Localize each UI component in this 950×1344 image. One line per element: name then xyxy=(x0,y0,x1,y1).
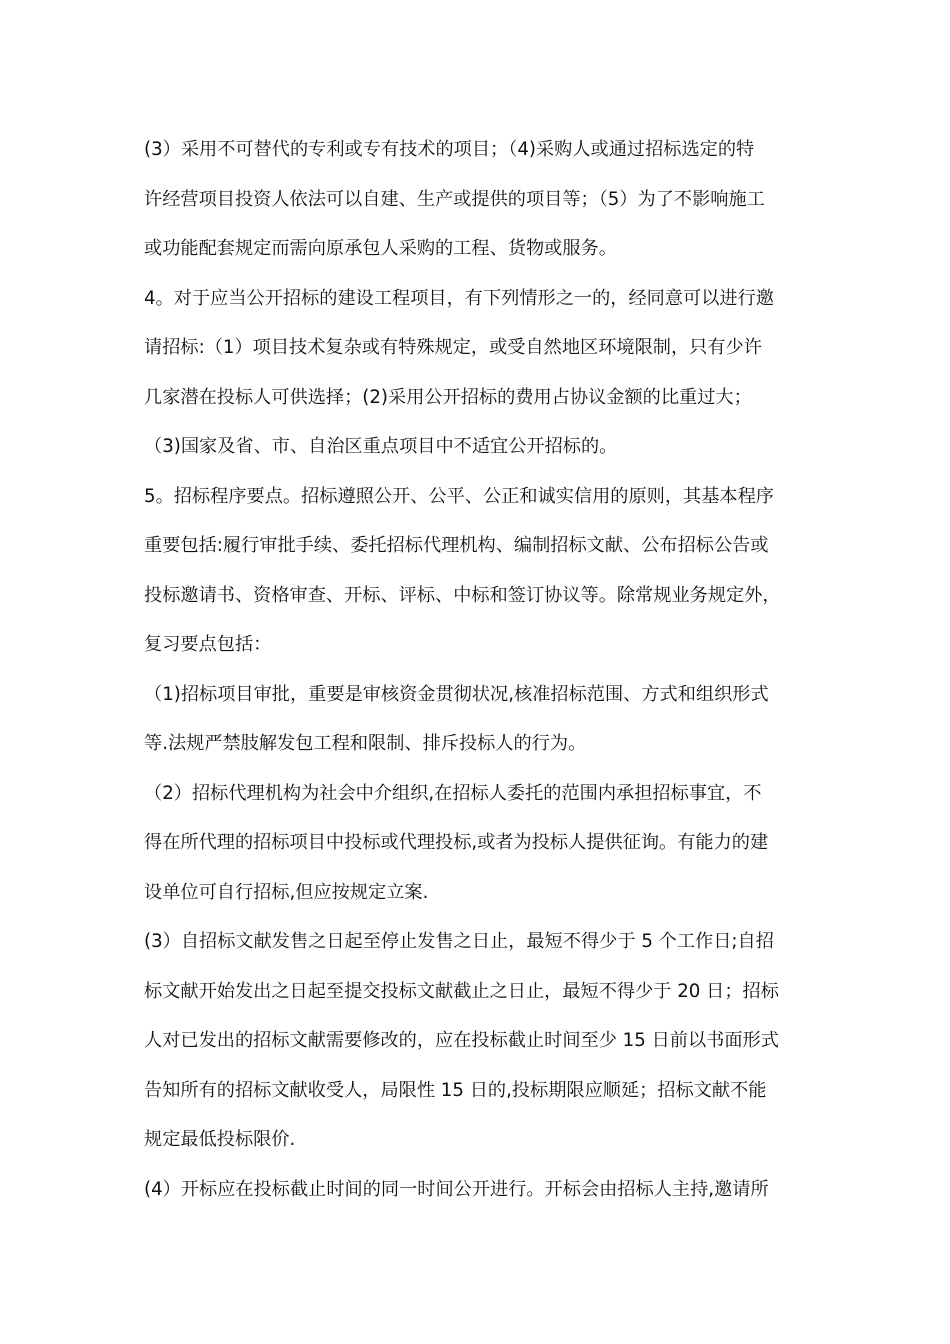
text-line-14: （2）招标代理机构为社会中介组织,在招标人委托的范围内承担招标事宜，不 xyxy=(144,782,762,804)
text-line-21: 规定最低投标限价. xyxy=(144,1129,296,1150)
text-line-12: （1)招标项目审批，重要是审核资金贯彻状况,核准招标范围、方式和组织形式 xyxy=(144,683,769,705)
text-line-6: 几家潜在投标人可供选择；(2)采用公开招标的费用占协议金额的比重过大； xyxy=(144,386,752,408)
text-line-5: 请招标:（1）项目技术复杂或有特殊规定，或受自然地区环境限制，只有少许 xyxy=(144,337,762,358)
text-line-19: 人对已发出的招标文献需要修改的，应在投标截止时间至少 15 日前以书面形式 xyxy=(144,1030,779,1051)
text-line-16: 设单位可自行招标,但应按规定立案. xyxy=(144,881,429,903)
text-line-1: (3）采用不可替代的专利或专有技术的项目；（4)采购人或通过招标选定的特 xyxy=(144,139,755,160)
text-line-20: 告知所有的招标文献收受人，局限性 15 日的,投标期限应顺延；招标文献不能 xyxy=(144,1079,767,1101)
document-body xyxy=(144,130,814,1219)
text-line-4: 4。对于应当公开招标的建设工程项目，有下列情形之一的，经同意可以进行邀 xyxy=(144,287,774,309)
text-line-8: 5。招标程序要点。招标遵照公开、公平、公正和诚实信用的原则，其基本程序 xyxy=(144,485,774,507)
text-line-18: 标文献开始发出之日起至提交投标文献截止之日止，最短不得少于 20 日；招标 xyxy=(144,980,779,1002)
text-line-15: 得在所代理的招标项目中投标或代理投标,或者为投标人提供征询。有能力的建 xyxy=(144,832,769,853)
text-line-10: 投标邀请书、资格审查、开标、评标、中标和签订协议等。除常规业务规定外， xyxy=(144,584,781,606)
text-line-22: (4）开标应在投标截止时间的同一时间公开进行。开标会由招标人主持,邀请所 xyxy=(144,1178,769,1200)
text-line-13: 等.法规严禁肢解发包工程和限制、排斥投标人的行为。 xyxy=(144,733,587,754)
text-line-2: 许经营项目投资人依法可以自建、生产或提供的项目等；（5）为了不影响施工 xyxy=(144,188,765,210)
text-line-3: 或功能配套规定而需向原承包人采购的工程、货物或服务。 xyxy=(144,238,617,259)
text-line-7: （3)国家及省、市、自治区重点项目中不适宜公开招标的。 xyxy=(144,436,618,457)
text-line-11: 复习要点包括： xyxy=(144,634,272,655)
text-line-17: (3）自招标文献发售之日起至停止发售之日止，最短不得少于 5 个工作日;自招 xyxy=(144,931,774,952)
text-line-9: 重要包括:履行审批手续、委托招标代理机构、编制招标文献、公布招标公告或 xyxy=(144,535,769,556)
